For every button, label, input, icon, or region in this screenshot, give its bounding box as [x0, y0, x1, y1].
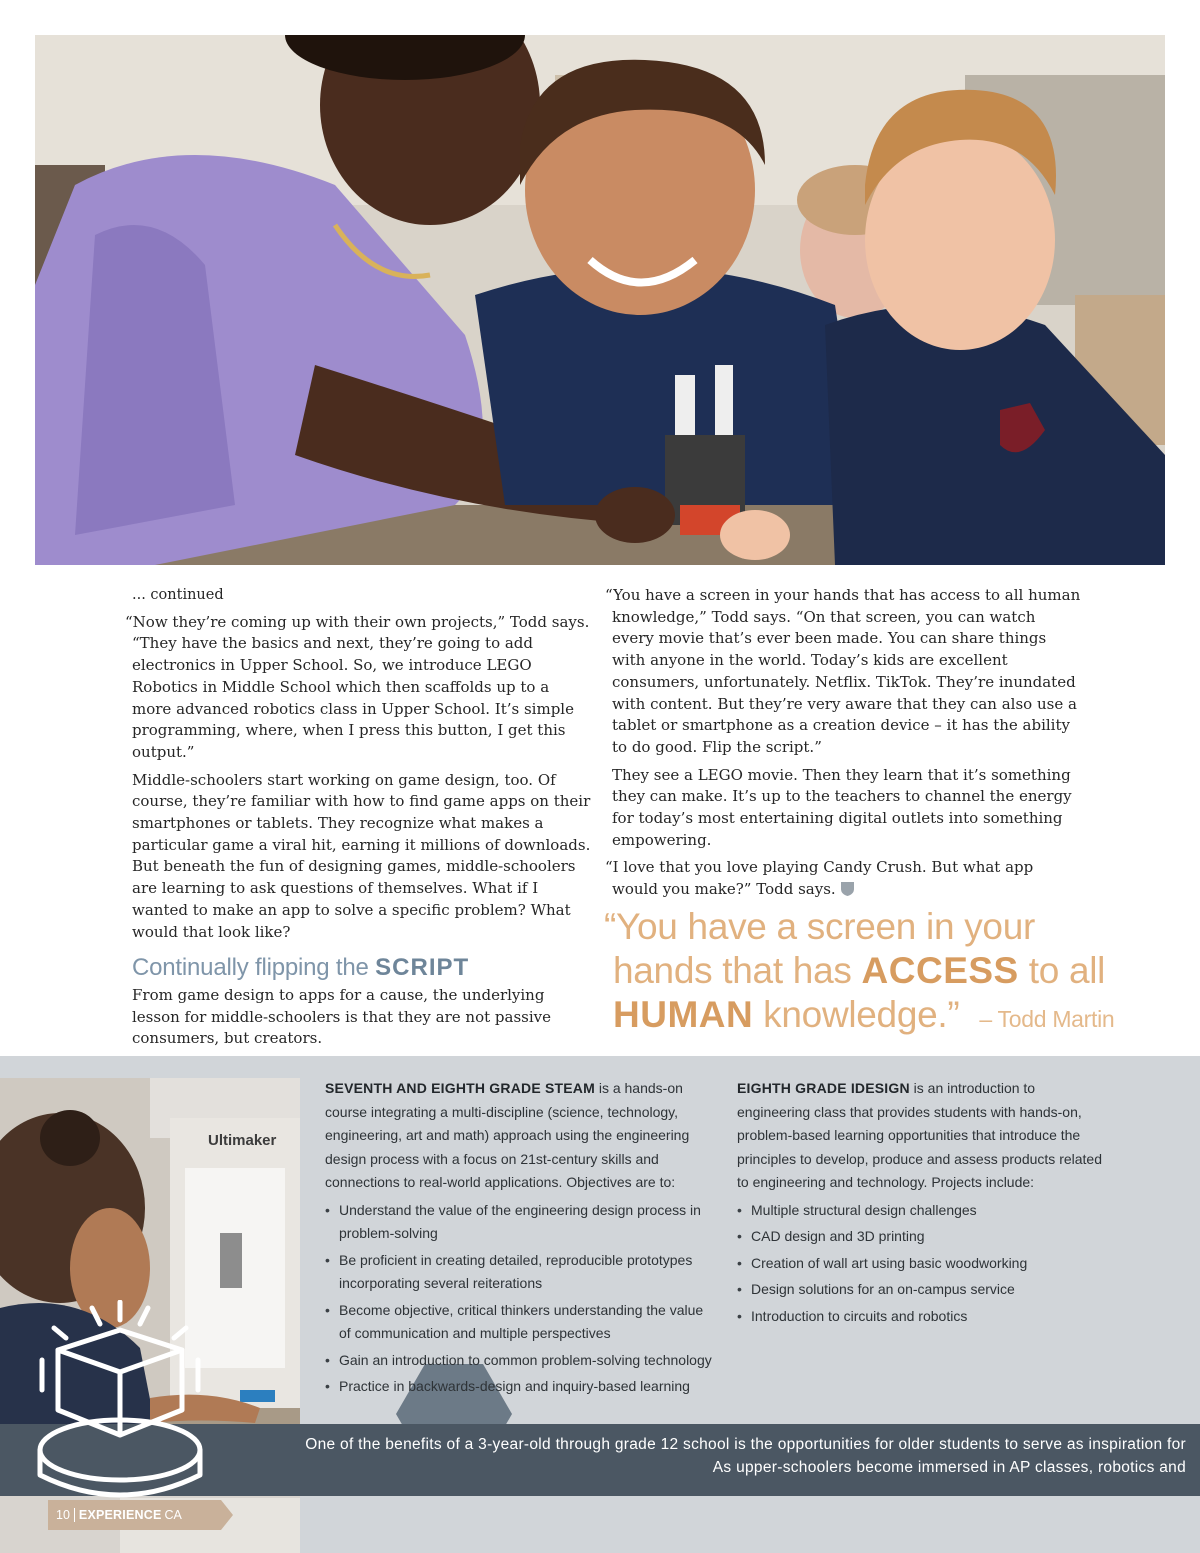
steam-intro: [325, 1077, 715, 1195]
article-paragraph: Middle-schoolers start working on game design, too. Of course, they’re familiar with how to find game apps on their smartphones or tablets. They recognize what makes a particular game a viral hit, earning it millions of downloads. But beneath the fun of designing games, middle-schoolers are learning to ask questions of themselves. What if I wanted to make an app to solve a specific problem? What would that look like?: [132, 770, 591, 941]
article-right-column: [605, 585, 1082, 907]
caption-line: One of the benefits of a 3-year-old through grade 12 school is the opportunities for older students to serve as inspiration for: [305, 1436, 1186, 1453]
list-item: • CAD design and 3D printing: [737, 1225, 1112, 1249]
list-item: • Understand the value of the engineering design process in problem-solving: [325, 1199, 715, 1246]
page-number: 10: [56, 1508, 75, 1522]
list-item: • Introduction to circuits and robotics: [737, 1305, 1112, 1329]
continued-label: ... continued: [132, 587, 224, 603]
shield-end-icon: [840, 880, 855, 897]
pull-quote-text: knowledge.”: [753, 994, 960, 1035]
article-paragraph: From game design to apps for a cause, the underlying lesson for middle-schoolers is that they are not passive consumers, but creators.: [132, 985, 551, 1048]
list-item: • Gain an introduction to common problem-solving technology: [325, 1349, 715, 1373]
pull-quote: [604, 905, 1164, 1041]
subhead-bold: SCRIPT: [375, 954, 470, 982]
list-item: • Design solutions for an on-campus service: [737, 1278, 1112, 1302]
page-footer-badge: [48, 1500, 211, 1530]
steam-title: SEVENTH AND EIGHTH GRADE STEAM: [325, 1080, 595, 1096]
pull-quote-line: [604, 949, 1164, 993]
idesign-intro: [737, 1077, 1112, 1195]
steam-objectives-list: [325, 1199, 715, 1399]
pull-quote-line: “You have a screen in your: [604, 906, 1035, 947]
list-item: • Become objective, critical thinkers understanding the value of communication and multiple perspectives: [325, 1299, 715, 1346]
article-paragraph: “Now they’re coming up with their own projects,” Todd says. “They have the basics and next, they’re going to add electronics in Upper School. So, we introduce LEGO Robotics in Middle School which then scaffolds up to a more advanced robotics class in Upper School. It’s simple programming, where, when I press this button, I get this output.”: [125, 612, 590, 761]
steam-description: is a hands-on course integrating a multi-discipline (science, technology, engineering, art and math) approach using the engineering design process with a focus on 21st-century skills and connections to real-world applications. Objectives are to:: [325, 1080, 690, 1190]
pull-quote-attribution: – Todd Martin: [979, 1006, 1115, 1032]
pull-quote-text: to all: [1018, 950, 1106, 991]
list-item: • Be proficient in creating detailed, reproducible prototypes incorporating several reiterations: [325, 1249, 715, 1296]
subhead-light: Continually flipping the: [132, 954, 376, 982]
publication-suffix: CA: [164, 1508, 182, 1522]
section-subhead: [132, 954, 592, 982]
pull-quote-line: [604, 993, 1164, 1041]
article-left-column: [125, 585, 592, 1056]
list-item: • Practice in backwards-design and inquiry-based learning: [325, 1375, 715, 1399]
idesign-course-block: [737, 1077, 1112, 1331]
printer-brand-label: Ultimaker: [208, 1132, 277, 1149]
pull-quote-emphasis: HUMAN: [613, 994, 754, 1035]
hero-photo-illustration: [35, 35, 1165, 565]
3d-cube-icon: [32, 1300, 212, 1510]
article-paragraph: “You have a screen in your hands that has access to all human knowledge,” Todd says. “On that screen, you can watch every movie that’s ever been made. You can share things with anyone in the world. Today’s kids are excellent consumers, unfortunately. Netflix. TikTok. They’re inundated with content. But they’re very aware that they can also use a tablet or smartphone as a creation device – it has the ability to do good. Flip the script.”: [605, 586, 1081, 756]
article-paragraph-text: “I love that you love playing Candy Crush. But what app would you make?” Todd says.: [605, 858, 1034, 899]
list-item: • Multiple structural design challenges: [737, 1199, 1112, 1223]
idesign-description: is an introduction to engineering class that provides students with hands-on, problem-based learning opportunities that introduce the principles to develop, produce and assess products related to engineering and technology. Projects include:: [737, 1080, 1102, 1190]
list-item: • Creation of wall art using basic woodworking: [737, 1252, 1112, 1276]
caption-line: As upper-schoolers become immersed in AP classes, robotics and: [712, 1459, 1186, 1476]
idesign-title: EIGHTH GRADE IDESIGN: [737, 1080, 910, 1096]
pull-quote-emphasis: ACCESS: [861, 950, 1019, 991]
hero-photo: [35, 35, 1165, 565]
pull-quote-text: hands that has: [613, 950, 862, 991]
idesign-projects-list: [737, 1199, 1112, 1329]
steam-course-block: [325, 1077, 715, 1402]
publication-name: EXPERIENCE: [78, 1508, 162, 1522]
footer-arrow-shape: [203, 1500, 233, 1530]
article-paragraph: They see a LEGO movie. Then they learn that it’s something they can make. It’s up to the teachers to channel the energy for today’s most entertaining digital outlets into something empowering.: [612, 765, 1072, 849]
article-paragraph-last: [605, 857, 1082, 900]
